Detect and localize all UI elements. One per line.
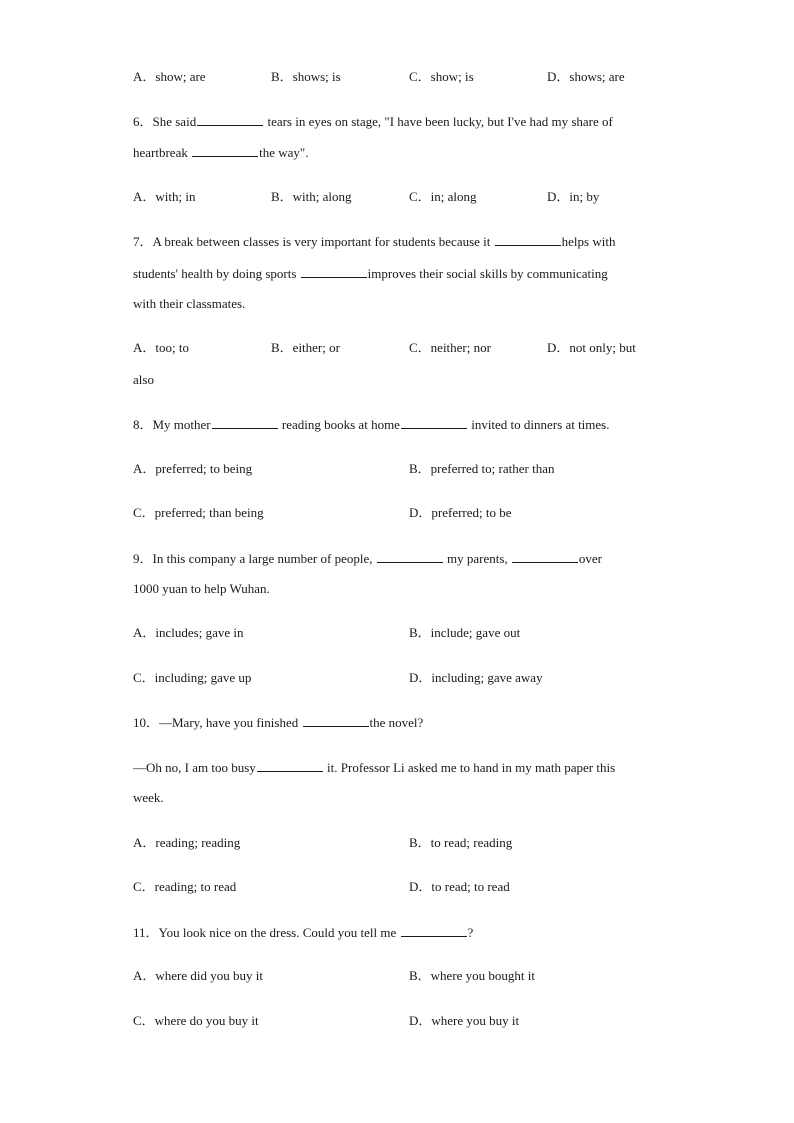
text: helps with (561, 234, 616, 249)
text: the novel? (369, 715, 424, 730)
text: invited to dinners at times. (467, 417, 610, 432)
answer-blank (495, 233, 561, 246)
option-b: B．where you bought it (409, 968, 536, 983)
option-c: C．show; is (409, 69, 474, 84)
option-a: A．where did you buy it (133, 968, 263, 983)
text: 11．You look nice on the dress. Could you tell me (133, 925, 400, 940)
option-b: B．to read; reading (409, 835, 513, 850)
option-d: D．not only; but (547, 340, 636, 355)
answer-blank (303, 714, 369, 727)
option-c: C．including; gave up (133, 670, 252, 685)
option-a: A．show; are (133, 69, 206, 84)
text: heartbreak (133, 145, 192, 160)
text: 6．She said (133, 114, 197, 129)
answer-blank (401, 416, 467, 429)
option-d: D．where you buy it (409, 1013, 520, 1028)
question-7-line-3: with their classmates. (133, 296, 246, 311)
answer-blank (257, 759, 323, 772)
option-d-continued: also (133, 372, 154, 387)
option-a: A．includes; gave in (133, 625, 244, 640)
question-10-line-2 (133, 759, 615, 776)
answer-blank (301, 265, 367, 278)
answer-blank (377, 550, 443, 563)
option-d: D．in; by (547, 189, 600, 204)
option-d: D．preferred; to be (409, 505, 512, 520)
answer-blank (197, 113, 263, 126)
option-b: B．shows; is (271, 69, 341, 84)
text: it. Professor Li asked me to hand in my math paper this (323, 760, 616, 775)
text: over (578, 551, 602, 566)
text: —Oh no, I am too busy (133, 760, 256, 775)
option-d: D．shows; are (547, 69, 625, 84)
question-9-line-2: 1000 yuan to help Wuhan. (133, 581, 270, 596)
option-d: D．including; gave away (409, 670, 543, 685)
option-b: B．include; gave out (409, 625, 521, 640)
text: improves their social skills by communicating (367, 266, 608, 281)
question-6-line-2 (133, 144, 308, 161)
text: 7．A break between classes is very important for students because it (133, 234, 494, 249)
option-c: C．preferred; than being (133, 505, 264, 520)
option-b: B．with; along (271, 189, 352, 204)
option-a: A．reading; reading (133, 835, 241, 850)
answer-blank (212, 416, 278, 429)
text: ? (467, 925, 474, 940)
question-9-line-1 (133, 550, 602, 567)
text: students' health by doing sports (133, 266, 300, 281)
option-b: B．preferred to; rather than (409, 461, 555, 476)
question-11-line-1 (133, 924, 473, 941)
option-c: C．where do you buy it (133, 1013, 259, 1028)
option-c: C．in; along (409, 189, 477, 204)
question-8-line-1 (133, 416, 610, 433)
text: 10．—Mary, have you finished (133, 715, 302, 730)
question-6-line-1 (133, 113, 613, 130)
text: tears in eyes on stage, "I have been lucky, but I've had my share of (264, 114, 613, 129)
question-10-line-3: week. (133, 790, 164, 805)
text: reading books at home (278, 417, 400, 432)
option-b: B．either; or (271, 340, 340, 355)
question-7-line-2 (133, 265, 608, 282)
option-c: C．reading; to read (133, 879, 237, 894)
text: the way". (259, 145, 309, 160)
option-a: A．preferred; to being (133, 461, 253, 476)
option-a: A．too; to (133, 340, 189, 355)
question-10-line-1 (133, 714, 423, 731)
answer-blank (512, 550, 578, 563)
answer-blank (192, 144, 258, 157)
text: 8．My mother (133, 417, 211, 432)
question-7-line-1 (133, 233, 615, 250)
option-a: A．with; in (133, 189, 196, 204)
answer-blank (401, 924, 467, 937)
option-c: C．neither; nor (409, 340, 491, 355)
option-d: D．to read; to read (409, 879, 510, 894)
text: 9．In this company a large number of people, (133, 551, 376, 566)
text: my parents, (443, 551, 511, 566)
